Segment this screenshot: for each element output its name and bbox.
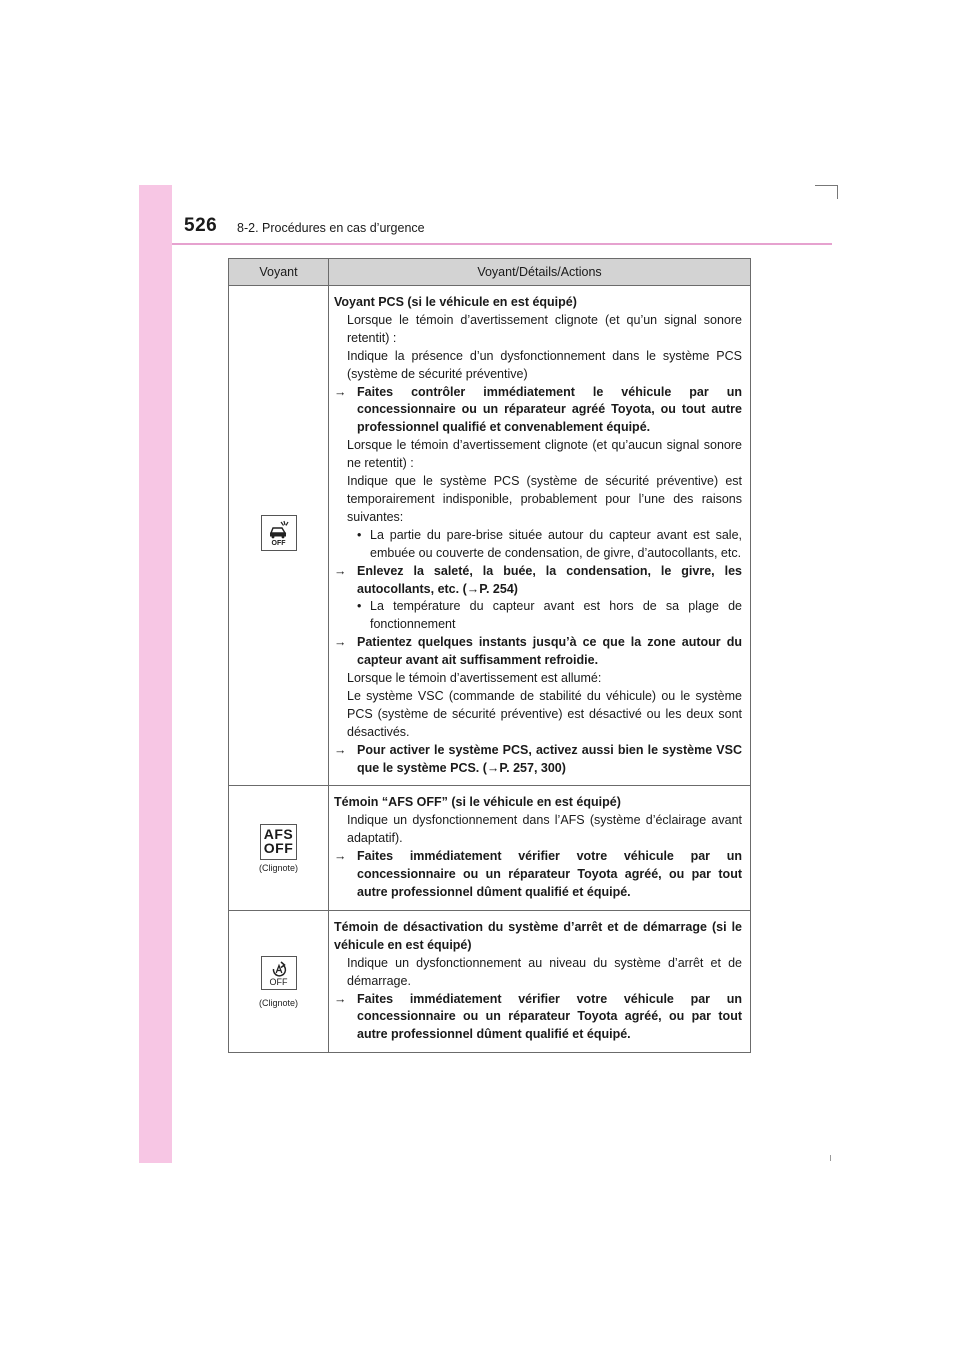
- bullet-item: [334, 598, 742, 634]
- description-text: Indique que le système PCS (système de sécurité préventive) est temporairement indisponible, probablement pour l’une des raisons suivantes:: [347, 474, 742, 524]
- table-row: [229, 286, 751, 786]
- stop-start-off-icon: [261, 956, 297, 990]
- light-icon-cell: [229, 286, 329, 786]
- header-rule: [172, 243, 832, 245]
- light-title: Témoin de désactivation du système d’arrêt et de démarrage (si le véhicule en est équipé): [334, 919, 742, 952]
- light-title: Voyant PCS (si le véhicule en est équipé): [334, 295, 577, 309]
- action-text-content: Faites immédiatement vérifier votre véhicule par un concessionnaire ou un réparateur Toyota agréé, ou par tout autre professionnel dûment qualifié et équipé.: [357, 849, 742, 899]
- arrow-icon: →: [334, 384, 347, 399]
- bullet-item: [334, 527, 742, 563]
- crop-mark: [815, 185, 838, 199]
- action-text-content: Faites contrôler immédiatement le véhicule par un concessionnaire ou un réparateur agréé Toyota, ou tout autre professionnel qualifié et convenablement équipé.: [357, 384, 742, 435]
- arrow-icon: →: [334, 563, 347, 578]
- description-text: Le système VSC (commande de stabilité du véhicule) ou le système PCS (système de sécurité préventive) est désactivé ou les deux sont désactivés.: [347, 688, 742, 739]
- pcs-off-warning-icon: [261, 515, 297, 551]
- light-title: Témoin “AFS OFF” (si le véhicule en est équipé): [334, 795, 621, 810]
- description-text: Indique un dysfonctionnement au niveau du système d’arrêt et de démarrage.: [347, 955, 742, 988]
- condition-text: Lorsque le témoin d’avertissement est allumé:: [347, 671, 602, 686]
- action-text-content: Patientez quelques instants jusqu’à ce que la zone autour du capteur avant ait suffisamment refroidie.: [357, 635, 742, 668]
- light-details-cell: [329, 286, 751, 786]
- action-text: [334, 634, 742, 670]
- action-text: [334, 848, 742, 902]
- condition-text: Lorsque le témoin d’avertissement clignote (et qu’aucun signal sonore ne retentit) :: [347, 438, 742, 471]
- table-header-row: [229, 259, 751, 286]
- bullet-icon: •: [357, 599, 362, 614]
- afs-text: AFS: [263, 825, 294, 842]
- blink-label: (Clignote): [258, 862, 298, 873]
- page-number: 526: [184, 215, 218, 236]
- description-text: Indique la présence d’un dysfonctionnement dans le système PCS (système de sécurité préventive): [347, 348, 742, 381]
- action-text-content: Pour activer le système PCS, activez aussi bien le système VSC que le système PCS. (→P. 257, 300): [357, 742, 742, 775]
- light-icon-cell: [229, 910, 329, 1052]
- afs-off-icon: [260, 824, 297, 860]
- warning-lights-table: [228, 258, 751, 1053]
- chapter-side-tab: [139, 185, 172, 1163]
- description-text: Indique un dysfonctionnement dans l’AFS (système d’éclairage avant adaptatif).: [347, 813, 742, 846]
- column-header-details: Voyant/Détails/Actions: [329, 259, 751, 286]
- action-text: [334, 991, 742, 1045]
- blink-label: (Clignote): [258, 997, 298, 1008]
- light-icon-cell: [229, 786, 329, 910]
- condition-text: Lorsque le témoin d’avertissement clignote (et qu’un signal sonore retentit) :: [347, 312, 742, 345]
- action-text: [334, 742, 742, 778]
- afs-off-text: OFF: [263, 839, 294, 856]
- section-title: 8-2. Procédures en cas d’urgence: [237, 221, 425, 235]
- table-row: [229, 786, 751, 910]
- action-text: [334, 563, 742, 599]
- light-details-cell: [329, 786, 751, 910]
- light-details-cell: [329, 910, 751, 1052]
- bullet-text: La partie du pare-brise située autour du capteur avant est sale, embuée ou couverte de condensation, de givre, d’autocollants, etc.: [370, 527, 742, 560]
- action-text-content: Faites immédiatement vérifier votre véhicule par un concessionnaire ou un réparateur Toyota agréé, ou par tout autre professionnel dûment qualifié et équipé.: [357, 991, 742, 1042]
- pcs-off-text: OFF: [271, 540, 286, 548]
- stop-start-off-text: OFF: [269, 976, 288, 987]
- action-text: [334, 384, 742, 438]
- action-text-content: Enlevez la saleté, la buée, la condensation, le givre, les autocollants, etc. (→P. 254): [357, 563, 742, 596]
- arrow-icon: →: [334, 991, 347, 1006]
- bullet-icon: •: [357, 527, 362, 542]
- arrow-icon: →: [334, 635, 347, 650]
- table-row: [229, 910, 751, 1052]
- bullet-text: La température du capteur avant est hors de sa plage de fonctionnement: [370, 599, 742, 632]
- crop-tick: [830, 1155, 831, 1161]
- column-header-light: Voyant: [229, 259, 329, 286]
- arrow-icon: →: [334, 742, 347, 757]
- arrow-icon: →: [334, 849, 347, 864]
